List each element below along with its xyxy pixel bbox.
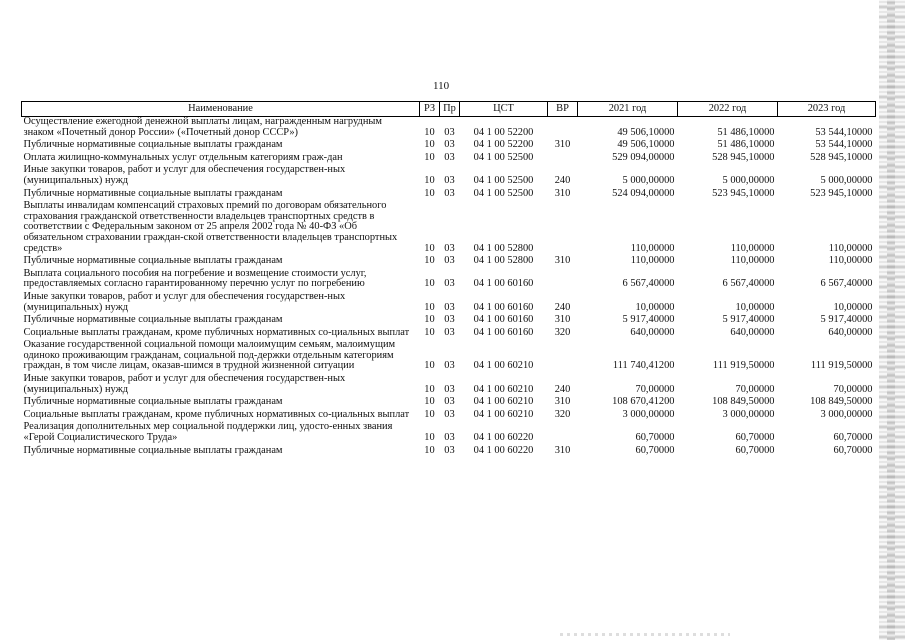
- table-row: [22, 140, 876, 153]
- cell-rz: 10: [424, 174, 435, 186]
- scan-edge-noise-inner: [887, 0, 895, 640]
- cell-2022: 60,70000: [735, 444, 775, 456]
- cell-vr: [548, 340, 578, 374]
- cell-rz: 10: [424, 383, 435, 395]
- cell-2021: 5 000,00000: [622, 174, 675, 186]
- cell-rz: 10: [424, 444, 435, 456]
- cell-pr: 03: [444, 139, 455, 151]
- cell-2023: 523 945,10000: [810, 187, 873, 199]
- header-vr: ВР: [548, 102, 578, 117]
- cell-2023: 60,70000: [833, 444, 873, 456]
- header-rz: РЗ: [420, 102, 440, 117]
- cell-vr: 240: [554, 383, 571, 395]
- cell-2023: 528 945,10000: [810, 151, 873, 163]
- cell-2022: 5 000,00000: [722, 174, 775, 186]
- cell-2022: 60,70000: [735, 432, 775, 444]
- cell-name: Социальные выплаты гражданам, кроме публичных нормативных со-циальных выплат: [23, 326, 410, 338]
- table-row: [22, 117, 876, 141]
- cell-vr: [548, 269, 578, 292]
- cell-rz: 10: [424, 314, 435, 326]
- cell-cst: 04 1 00 60220: [473, 432, 534, 444]
- cell-2023: 10,00000: [833, 301, 873, 313]
- cell-rz: 10: [424, 396, 435, 408]
- cell-pr: 03: [444, 278, 455, 290]
- cell-name: Публичные нормативные социальные выплаты гражданам: [23, 444, 283, 456]
- cell-2023: 640,00000: [828, 326, 873, 338]
- cell-cst: 04 1 00 60160: [473, 301, 534, 313]
- cell-name: Публичные нормативные социальные выплаты гражданам: [23, 139, 283, 151]
- cell-2021: 6 567,40000: [622, 278, 675, 290]
- cell-2022: 110,00000: [730, 255, 775, 267]
- cell-cst: 04 1 00 60210: [473, 360, 534, 372]
- cell-name: Публичные нормативные социальные выплаты гражданам: [23, 187, 283, 199]
- cell-2021: 49 506,10000: [617, 139, 675, 151]
- cell-2022: 523 945,10000: [712, 187, 775, 199]
- page-number: 110: [433, 80, 450, 92]
- cell-pr: 03: [444, 432, 455, 444]
- cell-2021: 108 670,41200: [612, 396, 675, 408]
- cell-rz: 10: [424, 301, 435, 313]
- cell-2023: 110,00000: [828, 242, 873, 254]
- table-row: [22, 165, 876, 188]
- cell-vr: 310: [554, 139, 571, 151]
- cell-2022: 5 917,40000: [722, 314, 775, 326]
- cell-rz: 10: [424, 408, 435, 420]
- cell-pr: 03: [444, 255, 455, 267]
- cell-vr: 320: [554, 408, 571, 420]
- cell-2022: 110,00000: [730, 242, 775, 254]
- cell-rz: 10: [424, 242, 435, 254]
- cell-2021: 60,70000: [635, 432, 675, 444]
- cell-2023: 3 000,00000: [820, 408, 873, 420]
- cell-rz: 10: [424, 126, 435, 138]
- cell-cst: 04 1 00 52800: [473, 242, 534, 254]
- table-row: [22, 374, 876, 397]
- cell-vr: [548, 201, 578, 256]
- cell-vr: 310: [554, 314, 571, 326]
- cell-pr: 03: [444, 301, 455, 313]
- cell-pr: 03: [444, 326, 455, 338]
- cell-2022: 6 567,40000: [722, 278, 775, 290]
- cell-pr: 03: [444, 126, 455, 138]
- cell-2023: 70,00000: [833, 383, 873, 395]
- cell-cst: 04 1 00 60160: [473, 326, 534, 338]
- cell-cst: 04 1 00 52500: [473, 174, 534, 186]
- table-row: [22, 201, 876, 256]
- cell-pr: 03: [444, 242, 455, 254]
- cell-cst: 04 1 00 52500: [473, 151, 534, 163]
- cell-vr: [548, 117, 578, 141]
- cell-pr: 03: [444, 360, 455, 372]
- cell-2023: 6 567,40000: [820, 278, 873, 290]
- cell-vr: [548, 422, 578, 445]
- cell-rz: 10: [424, 360, 435, 372]
- cell-2021: 70,00000: [635, 383, 675, 395]
- cell-2021: 640,00000: [630, 326, 675, 338]
- cell-2023: 5 917,40000: [820, 314, 873, 326]
- cell-vr: 240: [554, 301, 571, 313]
- cell-pr: 03: [444, 151, 455, 163]
- cell-2022: 10,00000: [735, 301, 775, 313]
- cell-2022: 70,00000: [735, 383, 775, 395]
- cell-name: Выплата социального пособия на погребение и возмещение стоимости услуг, предоставляемых согласно гарантированному перечню услуг по погребению: [23, 267, 367, 290]
- table-row: [22, 446, 876, 459]
- cell-rz: 10: [424, 432, 435, 444]
- cell-name: Иные закупки товаров, работ и услуг для обеспечения государствен-ных (муниципальных) нужд: [23, 164, 346, 186]
- cell-2021: 49 506,10000: [617, 126, 675, 138]
- table-row: [22, 315, 876, 328]
- cell-2021: 524 094,00000: [612, 187, 675, 199]
- cell-2023: 111 919,50000: [810, 360, 873, 372]
- header-2022: 2022 год: [678, 102, 778, 117]
- cell-2022: 108 849,50000: [712, 396, 775, 408]
- cell-name: Публичные нормативные социальные выплаты гражданам: [23, 255, 283, 267]
- cell-2021: 111 740,41200: [612, 360, 675, 372]
- cell-rz: 10: [424, 139, 435, 151]
- table-row: [22, 340, 876, 374]
- cell-2023: 108 849,50000: [810, 396, 873, 408]
- cell-pr: 03: [444, 174, 455, 186]
- cell-2022: 640,00000: [730, 326, 775, 338]
- header-cst: ЦСТ: [460, 102, 548, 117]
- table-body: [22, 117, 876, 459]
- cell-2023: 110,00000: [828, 255, 873, 267]
- cell-name: Оплата жилищно-коммунальных услуг отдельным категориям граж-дан: [23, 151, 343, 163]
- cell-2022: 111 919,50000: [712, 360, 775, 372]
- cell-2023: 53 544,10000: [815, 139, 873, 151]
- cell-2022: 51 486,10000: [717, 126, 775, 138]
- table-row: [22, 422, 876, 445]
- cell-vr: 310: [554, 255, 571, 267]
- cell-cst: 04 1 00 52200: [473, 126, 534, 138]
- scan-bottom-noise: [560, 633, 730, 636]
- cell-2021: 5 917,40000: [622, 314, 675, 326]
- cell-vr: 240: [554, 174, 571, 186]
- cell-cst: 04 1 00 52500: [473, 187, 534, 199]
- cell-2023: 53 544,10000: [815, 126, 873, 138]
- cell-2023: 5 000,00000: [820, 174, 873, 186]
- cell-cst: 04 1 00 60210: [473, 383, 534, 395]
- cell-pr: 03: [444, 396, 455, 408]
- cell-cst: 04 1 00 60160: [473, 314, 534, 326]
- header-2021: 2021 год: [578, 102, 678, 117]
- cell-name: Публичные нормативные социальные выплаты гражданам: [23, 396, 283, 408]
- cell-rz: 10: [424, 151, 435, 163]
- cell-name: Реализация дополнительных мер социальной поддержки лиц, удосто-енных звания «Герой Социалистического Труда»: [23, 421, 393, 444]
- cell-pr: 03: [444, 314, 455, 326]
- cell-cst: 04 1 00 60210: [473, 396, 534, 408]
- cell-name: Осуществление ежегодной денежной выплаты лицам, награжденным нагрудным знаком «Почетный донор России» («Почетный донор СССР»): [23, 116, 382, 138]
- cell-name: Оказание государственной социальной помощи малоимущим семьям, малоимущим одиноко проживающим гражданам, социальной под-держки отдельным категориям граждан, в том числе лицам, оказав-шимся в трудной жизненной ситуации: [23, 339, 396, 372]
- header-2023: 2023 год: [778, 102, 876, 117]
- cell-2021: 60,70000: [635, 444, 675, 456]
- cell-cst: 04 1 00 60220: [473, 444, 534, 456]
- cell-pr: 03: [444, 444, 455, 456]
- table-header-row: [22, 102, 876, 117]
- cell-rz: 10: [424, 255, 435, 267]
- cell-2022: 3 000,00000: [722, 408, 775, 420]
- header-pr: Пр: [440, 102, 460, 117]
- cell-rz: 10: [424, 187, 435, 199]
- cell-2021: 110,00000: [630, 242, 675, 254]
- cell-2021: 529 094,00000: [612, 151, 675, 163]
- cell-name: Иные закупки товаров, работ и услуг для обеспечения государствен-ных (муниципальных) нужд: [23, 290, 346, 313]
- cell-2021: 10,00000: [635, 301, 675, 313]
- cell-2022: 528 945,10000: [712, 151, 775, 163]
- cell-2021: 3 000,00000: [622, 408, 675, 420]
- cell-cst: 04 1 00 52200: [473, 139, 534, 151]
- cell-2023: 60,70000: [833, 432, 873, 444]
- cell-2022: 51 486,10000: [717, 139, 775, 151]
- cell-cst: 04 1 00 52800: [473, 255, 534, 267]
- cell-vr: 320: [554, 326, 571, 338]
- cell-pr: 03: [444, 408, 455, 420]
- cell-2021: 110,00000: [630, 255, 675, 267]
- cell-vr: [548, 153, 578, 166]
- cell-vr: 310: [554, 187, 571, 199]
- table-row: [22, 397, 876, 410]
- cell-cst: 04 1 00 60210: [473, 408, 534, 420]
- header-name: Наименование: [22, 102, 420, 117]
- table-row: [22, 292, 876, 315]
- table-row: [22, 269, 876, 292]
- cell-name: Иные закупки товаров, работ и услуг для обеспечения государствен-ных (муниципальных) нужд: [23, 373, 346, 395]
- cell-name: Выплаты инвалидам компенсаций страховых премий по договорам обязательного страхования гражданской ответственности владельцев транспортных средств в соответствии с Федеральным законом от 25 апреля 2002 года № 40-ФЗ «Об обязательном страховании граждан-ской ответственности владельцев транспортных средств»: [23, 200, 398, 254]
- cell-vr: 310: [554, 444, 571, 456]
- cell-name: Публичные нормативные социальные выплаты гражданам: [23, 314, 283, 326]
- cell-pr: 03: [444, 187, 455, 199]
- cell-vr: 310: [554, 396, 571, 408]
- budget-table: [21, 101, 876, 458]
- cell-rz: 10: [424, 326, 435, 338]
- cell-name: Социальные выплаты гражданам, кроме публичных нормативных со-циальных выплат: [23, 408, 410, 420]
- cell-pr: 03: [444, 383, 455, 395]
- cell-rz: 10: [424, 278, 435, 290]
- table-row: [22, 256, 876, 269]
- cell-cst: 04 1 00 60160: [473, 278, 534, 290]
